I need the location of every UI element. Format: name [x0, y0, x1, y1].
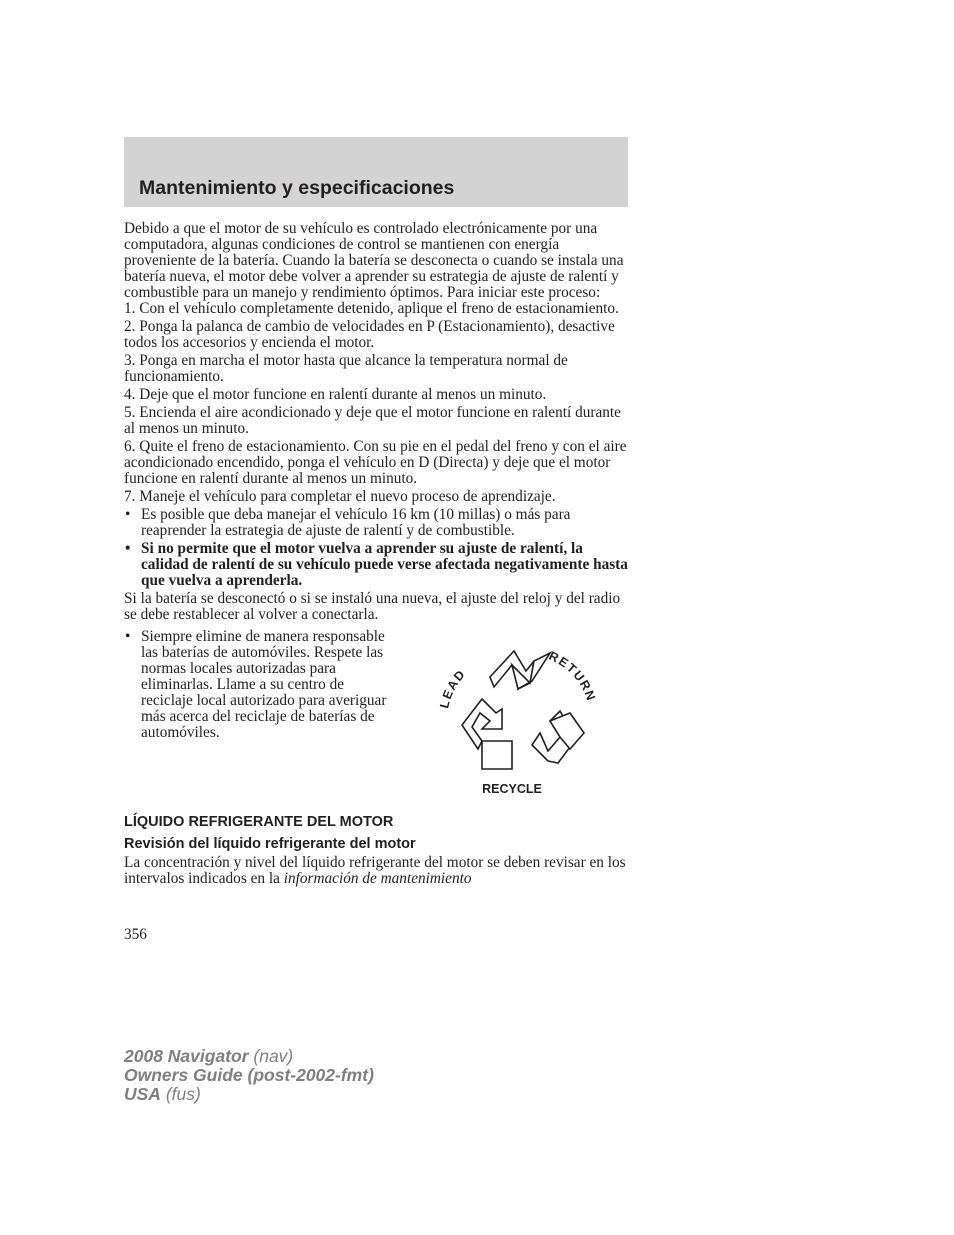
recycle-arrow-left-face: [482, 741, 512, 769]
step-6: 6. Quite el freno de estacionamiento. Con su pie en el pedal del freno y con el aire acondicionado encendido, ponga el vehículo en D (Directa) y deje que el motor funcione en ralentí durante al menos un minuto.: [124, 438, 627, 487]
section-title: LÍQUIDO REFRIGERANTE DEL MOTOR: [124, 814, 394, 830]
footer: [124, 1047, 374, 1104]
bullet-icon: •: [125, 506, 131, 523]
footer-line-2: Owners Guide (post-2002-fmt): [124, 1065, 374, 1085]
footer-market: USA: [124, 1084, 161, 1104]
step-7: 7. Maneje el vehículo para completar el nuevo proceso de aprendizaje.: [124, 488, 556, 505]
recycle-section: [124, 629, 630, 799]
bullet-icon: •: [125, 628, 131, 645]
recycle-logo-icon: [420, 629, 606, 799]
main-content: [124, 221, 630, 887]
footer-model-code: (nav): [248, 1046, 294, 1066]
logo-label-recycle: RECYCLE: [482, 782, 542, 796]
section-text: La concentración y nivel del líquido refrigerante del motor se deben revisar en los intervalos indicados en la: [124, 854, 626, 887]
bullet-text: Es posible que deba manejar el vehículo 16 km (10 millas) o más para reaprender la estrategia de ajuste de ralentí y de combustible.: [141, 506, 571, 539]
footer-line-3: [124, 1085, 374, 1104]
section-subtitle: Revisión del líquido refrigerante del motor: [124, 836, 416, 852]
step-3: 3. Ponga en marcha el motor hasta que alcance la temperatura normal de funcionamiento.: [124, 352, 568, 385]
footer-model: 2008 Navigator: [124, 1046, 249, 1066]
step-5: 5. Encienda el aire acondicionado y deje que el motor funcione en ralentí durante al menos un minuto.: [124, 404, 621, 437]
reset-note: Si la batería se desconectó o si se instaló una nueva, el ajuste del reloj y del radio se debe restablecer al volver a conectarla.: [124, 590, 621, 623]
logo-label-return: RETURN: [546, 648, 599, 704]
bullet-text: Si no permite que el motor vuelva a aprender su ajuste de ralentí, la calidad de ralentí de su vehículo puede verse afectada negativamente hasta que vuelva a aprenderla.: [141, 540, 628, 589]
step-4: 4. Deje que el motor funcione en ralentí durante al menos un minuto.: [124, 386, 547, 403]
footer-line-1: [124, 1047, 374, 1066]
page-number: 356: [124, 926, 147, 943]
svg-text:RETURN: [547, 649, 599, 704]
footer-market-code: (fus): [160, 1084, 201, 1104]
intro-paragraph: Debido a que el motor de su vehículo es controlado electrónicamente por una computadora, algunas condiciones de control se mantienen con energía proveniente de la batería. Cuando la batería se desconecta o cuando se instala una batería nueva, el motor debe volver a aprender su estrategia de ajuste de ralentí y combustible para un manejo y rendimiento óptimos. Para iniciar este proceso:: [124, 220, 624, 301]
svg-text:LEAD: [437, 667, 468, 710]
section-paragraph: [124, 855, 630, 887]
bullet-text: Siempre elimine de manera responsable las baterías de automóviles. Respete las normas locales autorizadas para eliminarlas. Llame a su centro de reciclaje local autorizado para averiguar más acerca del reciclaje de baterías de automóviles.: [141, 628, 387, 741]
step-2: 2. Ponga la palanca de cambio de velocidades en P (Estacionamiento), desactive todos los accesorios y encienda el motor.: [124, 318, 615, 351]
bullet-icon: •: [125, 540, 131, 557]
page-title: Mantenimiento y especificaciones: [139, 177, 455, 199]
header-band: [124, 137, 628, 207]
section-text-italic: información de mantenimiento: [283, 870, 472, 887]
bullet-item-warning: [124, 541, 630, 589]
bullet-item-relearn-distance: [124, 507, 630, 539]
step-1: 1. Con el vehículo completamente detenido, aplique el freno de estacionamiento.: [124, 300, 619, 317]
logo-label-lead: LEAD: [437, 666, 469, 710]
bullet-item-disposal: [124, 629, 391, 741]
